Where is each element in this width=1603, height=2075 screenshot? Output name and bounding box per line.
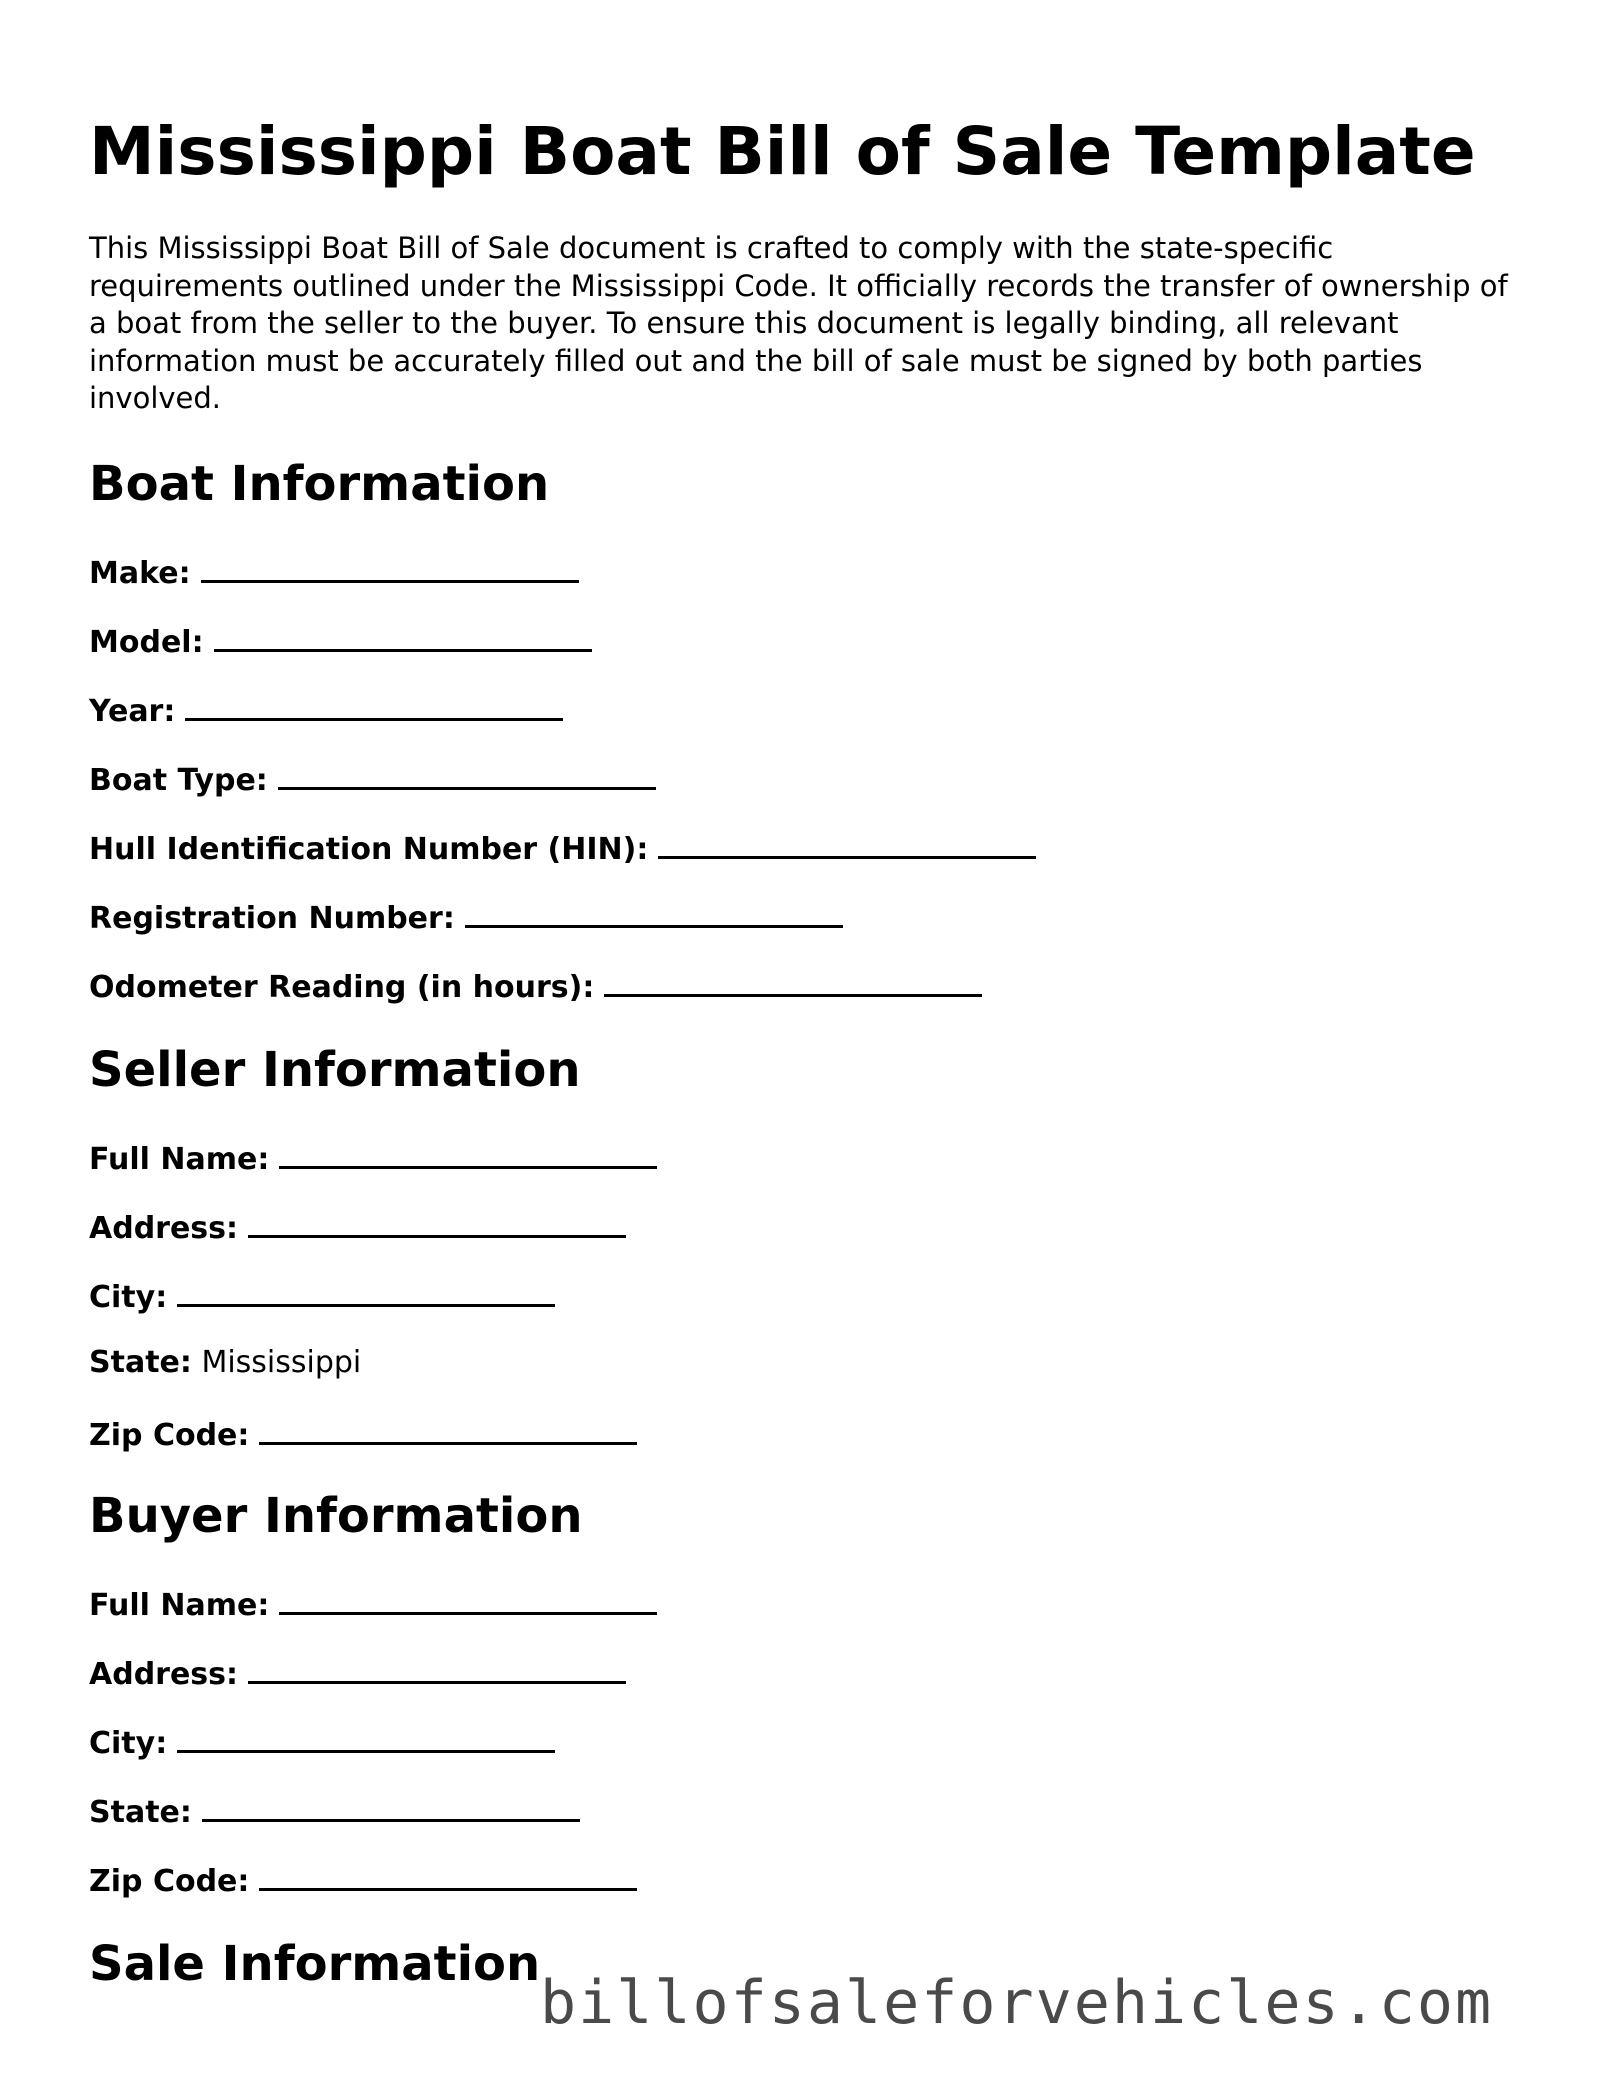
boat-registration-field [89, 895, 843, 939]
seller-city-label: City: [89, 1280, 168, 1315]
boat-hin-blank[interactable] [658, 826, 1036, 859]
seller-state-label: State: [89, 1345, 192, 1380]
buyer-full-name-field [89, 1582, 657, 1626]
seller-state-field [89, 1343, 361, 1383]
seller-zip-label: Zip Code: [89, 1418, 250, 1453]
site-watermark: billofsaleforvehicles.com [540, 1968, 1494, 2038]
buyer-zip-field [89, 1858, 637, 1902]
boat-year-label: Year: [89, 694, 176, 729]
seller-zip-blank[interactable] [259, 1412, 637, 1445]
buyer-zip-blank[interactable] [259, 1858, 637, 1891]
boat-information-heading: Boat Information [89, 456, 550, 512]
document-title: Mississippi Boat Bill of Sale Template [89, 113, 1476, 190]
seller-address-blank[interactable] [248, 1205, 626, 1238]
buyer-address-label: Address: [89, 1657, 239, 1692]
intro-paragraph: This Mississippi Boat Bill of Sale document is crafted to comply with the state-specific requirements outlined under the Mississippi Code. It officially records the transfer of ownership of a boat from the seller to the buyer. To ensure this document is legally binding, all relevant information must be accurately filled out and the bill of sale must be signed by both parties involved. [89, 231, 1508, 415]
buyer-zip-label: Zip Code: [89, 1864, 250, 1899]
seller-full-name-blank[interactable] [279, 1136, 657, 1169]
boat-make-field [89, 550, 579, 594]
buyer-city-blank[interactable] [177, 1720, 555, 1753]
seller-address-label: Address: [89, 1211, 239, 1246]
sale-information-heading: Sale Information [89, 1936, 541, 1992]
buyer-address-field [89, 1651, 626, 1695]
boat-odometer-blank[interactable] [604, 964, 982, 997]
boat-hin-field [89, 826, 1036, 870]
boat-type-blank[interactable] [278, 757, 656, 790]
boat-year-blank[interactable] [185, 688, 563, 721]
buyer-information-heading: Buyer Information [89, 1488, 583, 1544]
seller-state-value: Mississippi [201, 1345, 362, 1380]
buyer-state-field [89, 1789, 580, 1833]
buyer-address-blank[interactable] [248, 1651, 626, 1684]
buyer-city-field [89, 1720, 555, 1764]
buyer-state-blank[interactable] [202, 1789, 580, 1822]
boat-model-label: Model: [89, 625, 204, 660]
boat-year-field [89, 688, 563, 732]
seller-address-field [89, 1205, 626, 1249]
seller-city-blank[interactable] [177, 1274, 555, 1307]
buyer-city-label: City: [89, 1726, 168, 1761]
boat-type-label: Boat Type: [89, 763, 268, 798]
boat-hin-label: Hull Identification Number (HIN): [89, 832, 649, 867]
seller-zip-field [89, 1412, 637, 1456]
seller-full-name-label: Full Name: [89, 1142, 270, 1177]
boat-make-label: Make: [89, 556, 191, 591]
seller-information-heading: Seller Information [89, 1042, 581, 1098]
seller-full-name-field [89, 1136, 657, 1180]
buyer-state-label: State: [89, 1795, 192, 1830]
boat-odometer-field [89, 964, 982, 1008]
buyer-full-name-blank[interactable] [279, 1582, 657, 1615]
boat-make-blank[interactable] [201, 550, 579, 583]
seller-city-field [89, 1274, 555, 1318]
boat-odometer-label: Odometer Reading (in hours): [89, 970, 595, 1005]
boat-registration-label: Registration Number: [89, 901, 455, 936]
boat-registration-blank[interactable] [465, 895, 843, 928]
boat-model-blank[interactable] [214, 619, 592, 652]
boat-type-field [89, 757, 656, 801]
buyer-full-name-label: Full Name: [89, 1588, 270, 1623]
boat-model-field [89, 619, 592, 663]
